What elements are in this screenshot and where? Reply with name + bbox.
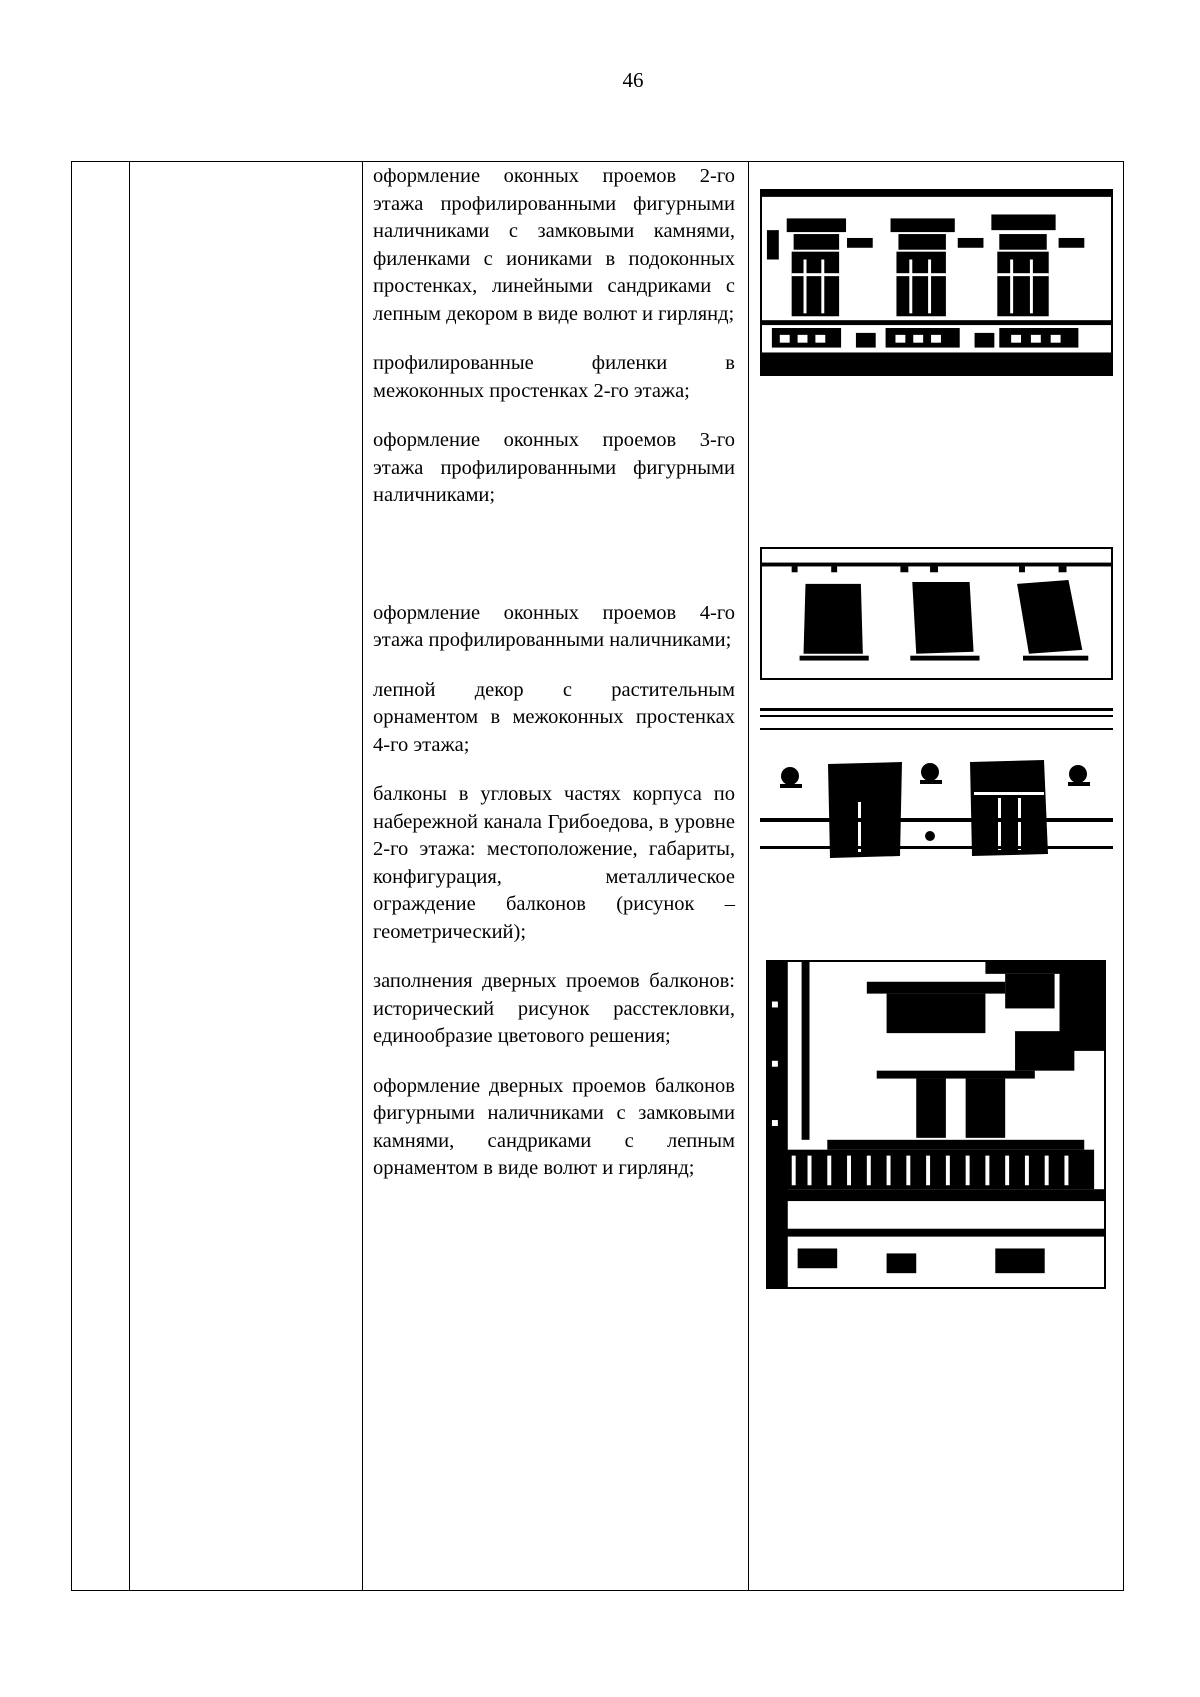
column-divider-3: [748, 161, 749, 1591]
facade-photo-2nd-floor-windows-icon: [760, 189, 1113, 376]
column-divider-2: [362, 161, 363, 1591]
paragraph-4th-floor-decor: лепной декор с растительным орнаментом в межоконных простенках 4-го этажа;: [373, 678, 735, 756]
paragraph-balcony-door-fill: заполнения дверных проемов балконов: исторический рисунок расстекловки, единообразие цветового решения;: [373, 970, 735, 1047]
paragraph-2nd-floor-panels: профилированные филенки в межоконных простенках 2-го этажа;: [373, 352, 735, 402]
facade-photo-3rd-floor-windows-icon: [760, 547, 1113, 680]
paragraph-balcony-door-decor: оформление дверных проемов балконов фигурными наличниками с замковыми камнями, сандриками с лепным орнаментом в виде волют и гирлянд;: [373, 1074, 735, 1179]
facade-photo-4th-floor-windows-icon: [760, 706, 1113, 871]
column-divider-1: [129, 161, 130, 1591]
description-column: [373, 163, 735, 1205]
paragraph-2nd-floor-windows: оформление оконных проемов 2-го этажа профилированными фигурными наличниками с замковыми камнями, филенками с иониками в подоконных простенках, линейными сандриками с лепным декором в виде волют и гирлянд;: [373, 165, 735, 325]
paragraph-balconies: балконы в угловых частях корпуса по набережной канала Грибоедова, в уровне 2-го этажа: местоположение, габариты, конфигурация, металлическое ограждение балконов (рисунок – геометрический);: [373, 783, 735, 943]
paragraph-4th-floor-windows: оформление оконных проемов 4-го этажа профилированными наличниками;: [373, 601, 735, 651]
page-number: 46: [622, 68, 644, 92]
corner-balcony-photo-icon: [766, 960, 1106, 1289]
paragraph-3rd-floor-windows: оформление оконных проемов 3-го этажа профилированными фигурными наличниками;: [373, 429, 735, 506]
